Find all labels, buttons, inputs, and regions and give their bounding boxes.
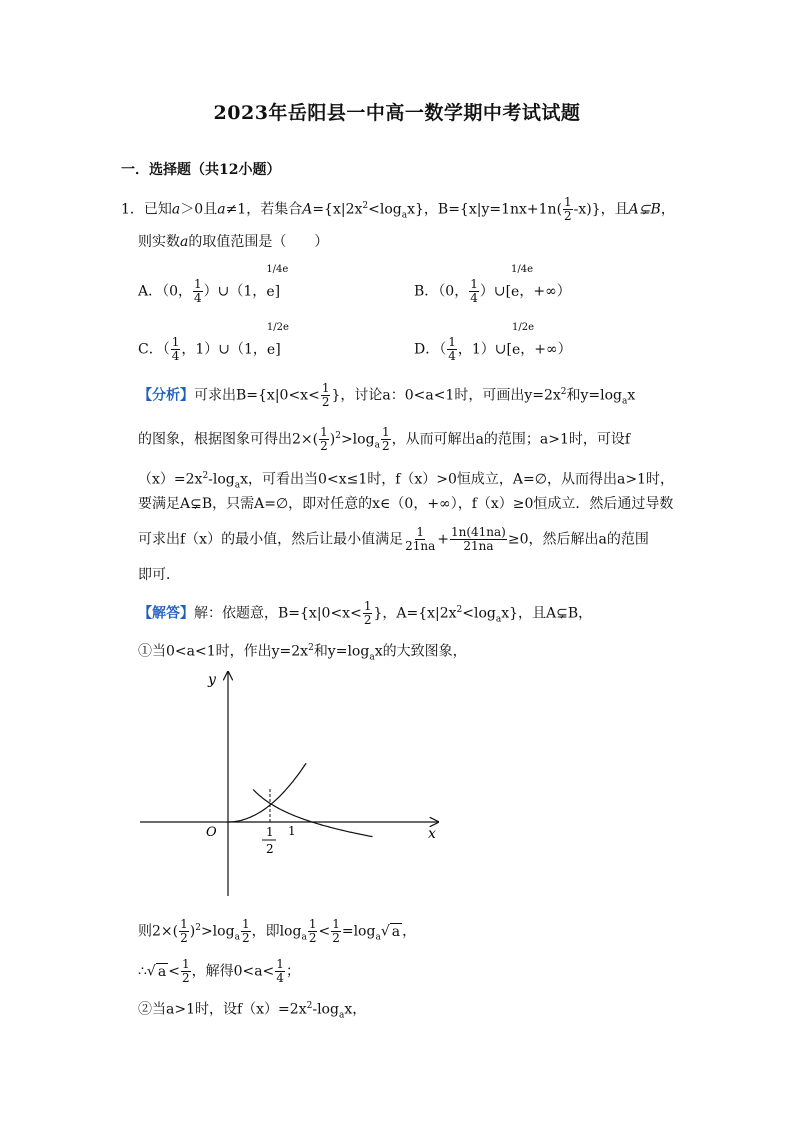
one-label: 1 (288, 824, 296, 838)
x-axis-label: x (428, 826, 436, 842)
page-title: 2023年岳阳县一中高一数学期中考试试题 (213, 102, 581, 124)
solution-line-5: ②当a>1时，设$f(x)=2x^2-\log_ax$， (138, 1001, 367, 1021)
solution-line-3: 则2×( $\frac{1}{2}$ )$^2>\log_a$ $\frac{1}{2}$ ，即$\log_a$ $\frac{1}{2}$ < $\frac{1}{2}$ $=\log_a√$ a ， (138, 917, 417, 946)
analysis-line-3: $(x)=2x^2-\log_ax$，可看出当0<x≤1时，f（x）>0恒成立，A=∅，从而得出a>1时， (138, 471, 674, 491)
fraction: $\frac{1}{2}$ (564, 195, 572, 224)
function-graph (136, 662, 456, 902)
y-axis-label: y (208, 672, 216, 688)
analysis-line-6: 即可． (138, 567, 180, 583)
analysis-line-1: 【分析】可求出B={x|0<x< $\frac{1}{2}$ }，讨论a：0<a<1时，可画出$y=2x^2$和$y=\log_ax$ (138, 381, 636, 410)
half-numerator: 1 (266, 825, 274, 839)
option-b: B．（0， $\frac{1}{4}$ ）∪[e 1/4e ，+∞） (414, 263, 571, 305)
analysis-line-5: 可求出f（x）的最小值，然后让最小值满足 $\frac{1}{21na}$ + $\frac{1n(41na)}{21na}$ ≥0，然后解出a的范围 (138, 525, 649, 553)
solution-line-4: ∴√ a < $\frac{1}{2}$ ，解得0<a< $\frac{1}{4}$ ； (138, 957, 300, 985)
option-d: D．（ $\frac{1}{4}$ ，1）∪[e 1/2e ，+∞） (414, 321, 572, 363)
option-c: C．（ $\frac{1}{4}$ ，1）∪（1，e 1/2e ] (138, 321, 289, 363)
half-denominator: 2 (266, 842, 274, 856)
analysis-line-4: 要满足A⊊B，只需A=∅，即对任意的x∈（0，+∞），f（x）≥0恒成立．然后通过导数 (138, 496, 674, 512)
solution-line-1: 【解答】解：依题意，B={x|0<x< $\frac{1}{2}$ }，$A=\{x|2x^2<\log_ax\}$，且A⊊B， (138, 599, 593, 628)
sqrt-symbol: √ (146, 963, 156, 980)
section-heading: 一．选择题（共12小题） (121, 162, 281, 178)
curve-2x-squared (228, 763, 306, 822)
analysis-tag: 【分析】 (138, 387, 194, 404)
solution-line-2: ①当0<a<1时，作出$y=2x^2$和$y=\log_ax$的大致图象， (138, 643, 467, 663)
option-a: A．（0， $\frac{1}{4}$ ）∪（1，e 1/4e ] (138, 263, 289, 305)
question-1-stem-2: 则实数a的取值范围是（ ） (138, 234, 329, 250)
origin-label: O (206, 825, 217, 840)
question-1-stem: 1．已知a＞0且a≠1，若集合$A=\{x|2x^2<\log_ax\}$，B={x|y=1nx+1n( $\frac{1}{2}$ -x)}，且A⊊B， (121, 195, 675, 224)
solution-tag: 【解答】 (138, 605, 194, 622)
analysis-line-2: 的图象，根据图象可得出2×( $\frac{1}{2}$ )$^2>\log_a$ $\frac{1}{2}$ ，从而可解出a的范围；a>1时，可设f (138, 425, 631, 454)
sqrt-symbol: √ (380, 923, 390, 940)
